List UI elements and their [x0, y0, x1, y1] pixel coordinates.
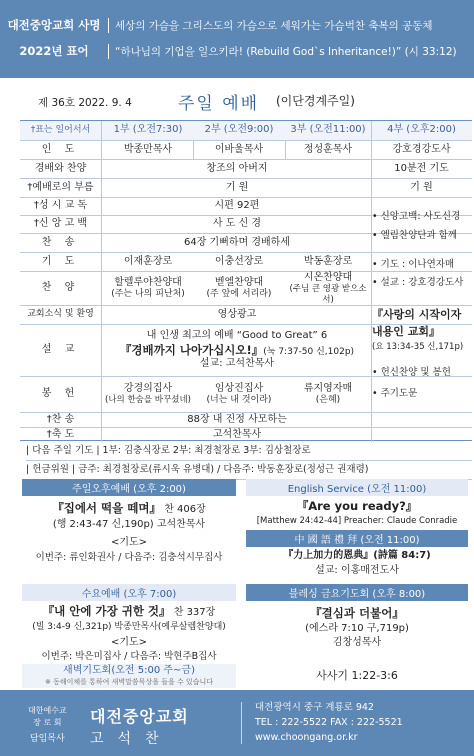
creed: 사 도 신 경 [212, 218, 262, 230]
issue-date: 제 36호 2022. 9. 4 [38, 97, 132, 109]
denomination-1: 대한예수교 [28, 706, 67, 715]
chinese-service-header: 中 國 語 禮 拜 (오전 11:00) [246, 530, 468, 547]
sermon-title: 『경배까지 나아가십시오!』 [119, 342, 264, 357]
leader-3: 정성훈목사 [303, 143, 353, 155]
chinese-preacher: 설교: 이홍매전도사 [315, 564, 399, 576]
pm-hymn: 찬 406장 [164, 504, 206, 515]
sermon-preacher: 설교: 고석찬목사 [199, 358, 275, 370]
row-label: †신 앙 고 백 [20, 216, 102, 233]
pm-prayer-head: <기도> [110, 537, 148, 548]
hymn: 64장 기뻐하며 경배하세 [183, 236, 291, 248]
sermon-series: 내 인생 최고의 예배 “Good to Great” 6 [146, 330, 328, 342]
order-header-row [20, 121, 472, 141]
motto-text: “하나님의 기업을 일으키라! (Rebuild God`s Inheritance!)” (시 33:12) [115, 45, 457, 58]
s4-sermon-title-1: 『사랑의 시작이자 [372, 307, 462, 321]
english-service [246, 498, 468, 527]
invocation-prayer-4: 기 원 [410, 181, 433, 193]
leader-2: 이바울목사 [214, 143, 264, 155]
praise-song: 창조의 아버지 [206, 162, 268, 174]
order-row-praise [20, 160, 472, 179]
dawn-reading: 사사기 1:22-3:6 [316, 669, 398, 682]
sermon-ref: (눅 7:37-50 신,102p) [263, 346, 355, 357]
choir-name: 시온찬양대 [303, 271, 353, 283]
denomination [28, 705, 67, 746]
wed-ref: (빌 3:4-9 신,321p) 박종만목사(예루살렘찬양대) [32, 621, 226, 632]
s4-lords-prayer: • 주기도문 [372, 387, 418, 399]
order-row-blessing [20, 428, 472, 442]
english-title: 『Are you ready?』 [296, 499, 418, 513]
english-service-header: English Service (오전 11:00) [246, 479, 468, 496]
offering-song: (은혜) [315, 395, 341, 406]
next-week-prayer: | 다음 주일 기도 | 1부: 김충식장로 2부: 최경철장로 3부: 김상철장로 [26, 442, 472, 461]
wed-hymn: 찬 337장 [173, 607, 216, 618]
s4-sermon-ref: (요 13:34-35 신,171p) [372, 341, 464, 352]
s4-sermon-title-2: 내용인 교회』 [372, 325, 440, 339]
row-label: 기 도 [20, 253, 102, 271]
invocation-prayer: 기 원 [225, 181, 249, 193]
chinese-title: 『力上加力的恩典』(詩篇 84:7) [283, 550, 431, 561]
fri-ref: (에스라 7:10 구,719p) [305, 622, 409, 634]
choir-song: (주님 큰 영광 받으소서) [289, 284, 367, 305]
pm-service-header: 주일오후예배 (오후 2:00) [22, 479, 236, 496]
row-label: †성 시 교 독 [20, 198, 102, 215]
wed-service-header: 수요예배 (오후 7:00) [22, 584, 236, 601]
wed-title: 『내 안에 가장 귀한 것』 [42, 604, 171, 618]
denomination-2: 장 로 회 [33, 717, 62, 727]
row-label: 찬 송 [20, 234, 102, 252]
chinese-service [246, 549, 468, 578]
address: 대전광역시 중구 계룡로 942 [255, 702, 374, 713]
fri-service [246, 605, 468, 651]
row-label: †예배로의 부름 [20, 179, 102, 197]
choir-2 [193, 272, 285, 305]
order-row-call [20, 179, 472, 198]
church-name: 대전중앙교회 [90, 707, 189, 726]
order-row-hymn2 [20, 413, 472, 428]
dawn-prayer [22, 664, 236, 688]
service-title: 주일 예배 [178, 94, 260, 114]
benediction: 고석찬목사 [212, 428, 262, 440]
mission-label: 대전중앙교회 사명 [7, 18, 101, 32]
service-4-details [372, 209, 472, 401]
offering-name: 류지영자매 [303, 382, 353, 394]
stand-note: †표는 일어서서 [20, 121, 102, 140]
pm-prayer: 이번주: 류인화권사 / 다음주: 김충석시무집사 [35, 551, 223, 563]
service-title-row [0, 84, 474, 122]
offering-committee: | 헌금위원 | 금주: 최경철장로(류시욱 유병대) / 다음주: 박동훈장로(정성근 권재령) [26, 461, 472, 480]
column-divider [193, 141, 194, 160]
row-label: 인 도 [20, 141, 102, 159]
pastor-name: 고석찬 [90, 731, 173, 747]
weekly-notes [26, 442, 472, 480]
service-3-header: 3부 (오전11:00) [290, 124, 366, 136]
row-label: †축 도 [20, 428, 102, 442]
divider [108, 44, 109, 59]
service-4-header: 4부 (오후2:00) [387, 124, 456, 136]
wed-service [22, 603, 236, 664]
mission-text: 세상의 가슴을 그리스도의 가슴으로 세워가는 가슴벅찬 축복의 공동체 [115, 19, 433, 32]
footer [0, 690, 474, 756]
row-label: 찬 양 [20, 272, 102, 305]
s4-creed: • 신앙고백: 사도신경 [372, 211, 461, 222]
choir-song: (주는 나의 피난처) [111, 289, 185, 300]
offering-name: 강경의집사 [123, 382, 173, 394]
pre-prayer: 10분전 기도 [394, 162, 449, 174]
choir-1 [103, 272, 193, 305]
row-label: 설 교 [20, 325, 102, 376]
choir-name: 할렐루야찬양대 [114, 276, 182, 288]
column-divider [285, 141, 286, 160]
dawn-note: ※ 동해이체를 통하여 새벽말씀묵상을 들을 수 있습니다 [45, 678, 213, 686]
s4-offering: • 헌신찬양 및 봉헌 [372, 366, 451, 378]
phone-fax: TEL : 222-5522 FAX : 222-5521 [255, 717, 403, 729]
prayer-2: 이충선장로 [214, 255, 264, 267]
row-label: 경배와 찬양 [20, 160, 102, 178]
leader-1: 박종만목사 [123, 143, 173, 155]
offering-song: (나의 한숨을 바꾸셨네) [105, 395, 191, 406]
choir-3 [285, 272, 371, 305]
row-label: 교회소식 및 환영 [20, 306, 102, 324]
wed-prayer: 이번주: 박은미집사 / 다음주: 박현주B집사 [41, 651, 217, 663]
divider [108, 18, 109, 33]
fri-service-header: 블레싱 금요기도회 (오후 8:00) [246, 584, 468, 601]
row-label: 봉 헌 [20, 377, 102, 412]
offering-name: 임상진집사 [214, 382, 264, 394]
s4-sermon: • 설교 : 강호경강도사 [372, 276, 464, 288]
pm-service [22, 500, 236, 564]
order-of-worship [20, 120, 472, 441]
mission-row [0, 12, 474, 38]
website-link[interactable]: www.choongang.or.kr [255, 732, 358, 744]
row-label: †찬 송 [20, 413, 102, 427]
responsive-reading: 시편 92편 [214, 200, 260, 212]
pastor-label: 담임목사 [29, 734, 65, 745]
contact [255, 700, 403, 746]
service-2-header: 2부 (오전9:00) [204, 124, 274, 136]
offering-3 [285, 377, 371, 412]
offering-1 [103, 377, 193, 412]
order-row-invocation [20, 141, 472, 160]
s4-prayer: • 기도 : 이나연자매 [372, 259, 455, 271]
sermon [103, 325, 371, 376]
motto-label: 2022년 표어 [19, 44, 89, 58]
choir-song: (주 앞에 서리라) [206, 289, 272, 300]
announcements: 영상광고 [217, 308, 257, 320]
service-subtitle: (이단경계주일) [276, 94, 355, 108]
divider [241, 702, 242, 744]
closing-hymn: 88장 내 진정 사모하는 [187, 413, 287, 425]
dawn-head: 새벽기도회(오전 5:00 주~금) [63, 665, 195, 676]
choir-name: 벧엘찬양대 [214, 276, 264, 288]
header-banner [0, 0, 474, 78]
prayer-1: 이재훈장로 [123, 255, 173, 267]
sermon-line [120, 343, 354, 359]
english-ref: [Matthew 24:42-44] Preacher: Claude Conradie [256, 515, 458, 526]
fri-title: 『결심과 더불어』 [310, 606, 404, 620]
s4-praise: • 엘림찬양단과 함께 [372, 230, 458, 242]
motto-row [0, 38, 474, 64]
offering-2 [193, 377, 285, 412]
pm-title: 『집에서 떡을 떼며』 [52, 501, 161, 515]
leader-4: 강호경강도사 [392, 143, 451, 155]
pm-ref: (행 2:43-47 신,190p) 고석찬목사 [52, 518, 206, 530]
fri-preacher: 김창성목사 [332, 637, 382, 649]
wed-prayer-head: <기도> [110, 636, 148, 648]
service-1-header: 1부 (오전7:30) [113, 124, 183, 136]
prayer-3: 박동훈장로 [303, 255, 353, 267]
offering-song: (너는 내 것이라) [206, 395, 272, 406]
